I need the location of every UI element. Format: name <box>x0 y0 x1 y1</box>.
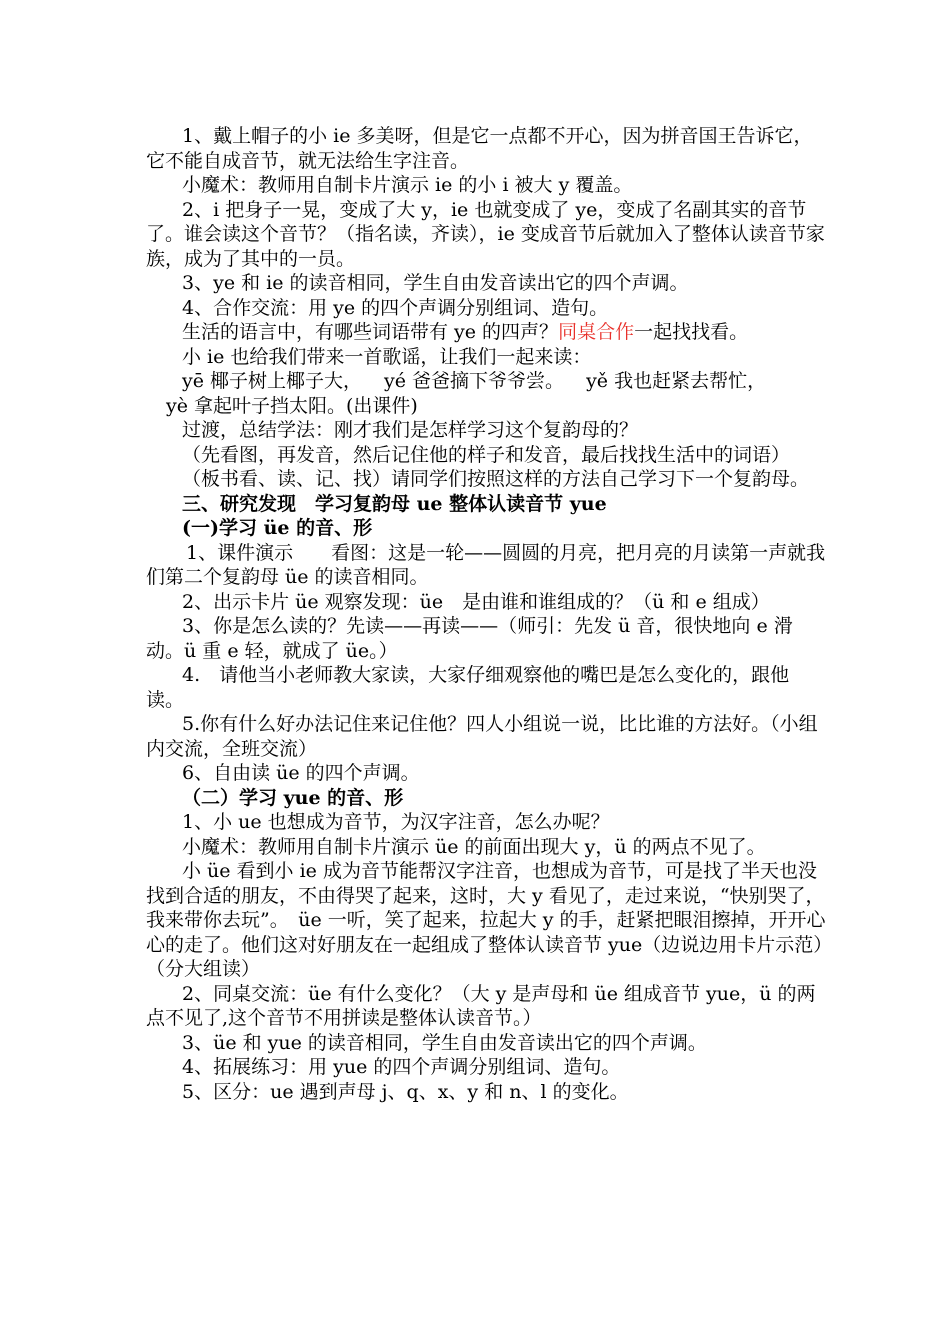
subsection-one-heading: (一)学习 üe 的音、形 <box>182 517 373 539</box>
paragraph-1: 1、戴上帽子的小 ie 多美呀，但是它一点都不开心，因为拼音国王告诉它，它不能自成音节，就无法给生字注音。 <box>146 125 813 172</box>
poem-part-ye2: yé 爸爸摘下爷爷尝。 <box>384 370 565 392</box>
paragraph-5: 4、合作交流：用 ye 的四个声调分别组词、造句。 <box>182 296 609 319</box>
highlight-text: 同桌合作 <box>558 321 635 343</box>
poem-part-ye3: yě 我也赶紧去帮忙， <box>586 370 767 392</box>
section-one-item-1: 1、课件演示 看图：这是一轮——圆圆的月亮，把月亮的月读第一声就我们第二个复韵母 üe 的读音相同。 <box>146 541 826 588</box>
poem-line-2: yè 拿起叶子挡太阳。(出课件) <box>166 394 418 417</box>
section-one-item-4: 4. 请他当小老师教大家读，大家仔细观察他的嘴巴是怎么变化的，跟他读。 <box>146 664 790 711</box>
section-two-item-6: 4、拓展练习：用 yue 的四个声调分别组词、造句。 <box>182 1056 621 1078</box>
section-two-item-5: 3、üe 和 yue 的读音相同，学生自由发音读出它的四个声调。 <box>182 1031 707 1054</box>
life-language-paragraph <box>146 320 826 345</box>
transition-paragraph: 过渡，总结学法：刚才我们是怎样学习这个复韵母的？ <box>182 419 639 441</box>
method-paragraph: （先看图，再发音，然后记住他的样子和发音，最后找找生活中的词语） <box>182 443 791 466</box>
paragraph-2: 小魔术：教师用自制卡片演示 ie 的小 i 被大 y 覆盖。 <box>182 174 633 196</box>
song-intro: 小 ie 也给我们带来一首歌谣，让我们一起来读： <box>182 345 592 368</box>
poem-part-ye1: yē 椰子树上椰子大， <box>182 370 363 392</box>
subsection-two-heading: （二）学习 yue 的音、形 <box>182 786 404 809</box>
life-line-after: 一起找找看。 <box>634 321 749 343</box>
section-one-item-5: 5.你有什么好办法记住来记住他？四人小组说一说，比比谁的方法好。（小组内交流，全班交流） <box>146 713 818 760</box>
paragraph-4: 3、ye 和 ie 的读音相同，学生自由发音读出它的四个声调。 <box>182 272 689 294</box>
section-one-item-3: 3、你是怎么读的？先读——再读——（师引：先发 ü 音，很快地向 e 滑动。ü 重 e 轻，就成了 üe。） <box>146 615 793 662</box>
document-page <box>146 124 826 1104</box>
section-two-item-4: 2、同桌交流：üe 有什么变化？（大 y 是声母和 üe 组成音节 yue，ü 的两点不见了,这个音节不用拼读是整体认读音节。） <box>146 982 816 1029</box>
section-three-heading: 三、研究发现 学习复韵母 ue 整体认读音节 yue <box>182 492 607 515</box>
life-line-before: 生活的语言中，有哪些词语带有 ye 的四声？ <box>182 321 559 343</box>
section-two-item-3: 小 üe 看到小 ie 成为音节能帮汉字注音，也想成为音节，可是找了半天也没找到合适的朋友，不由得哭了起来，这时，大 y 看见了，走过来说，“快别哭了，我来带你去玩”。 üe 一听，笑了起来，拉起大 y 的手，赶紧把眼泪擦掉，开开心心的走了。他们这对好朋友在一起组成了整体认读音节 yue（边说边用卡片示范）（分大组读） <box>146 860 826 980</box>
paragraph-3: 2、i 把身子一晃，变成了大 y，ie 也就变成了 ye，变成了名副其实的音节了。谁会读这个音节？（指名读，齐读），ie 变成音节后就加入了整体认读音节家族，成为了其中的一员。 <box>146 198 825 270</box>
section-two-item-7: 5、区分：ue 遇到声母 j、q、x、y 和 n、l 的变化。 <box>182 1080 629 1103</box>
section-two-item-1: 1、小 ue 也想成为音节，为汉字注音，怎么办呢？ <box>182 811 610 833</box>
blackboard-paragraph: （板书看、读、记、找）请同学们按照这样的方法自己学习下一个复韵母。 <box>182 468 810 490</box>
poem-line-1 <box>146 369 826 394</box>
section-one-item-6: 6、自由读 üe 的四个声调。 <box>182 762 420 784</box>
section-one-item-2: 2、出示卡片 üe 观察发现：üe 是由谁和谁组成的？（ü 和 e 组成） <box>182 590 770 613</box>
section-two-item-2: 小魔术：教师用自制卡片演示 üe 的前面出现大 y，ü 的两点不见了。 <box>182 835 766 858</box>
